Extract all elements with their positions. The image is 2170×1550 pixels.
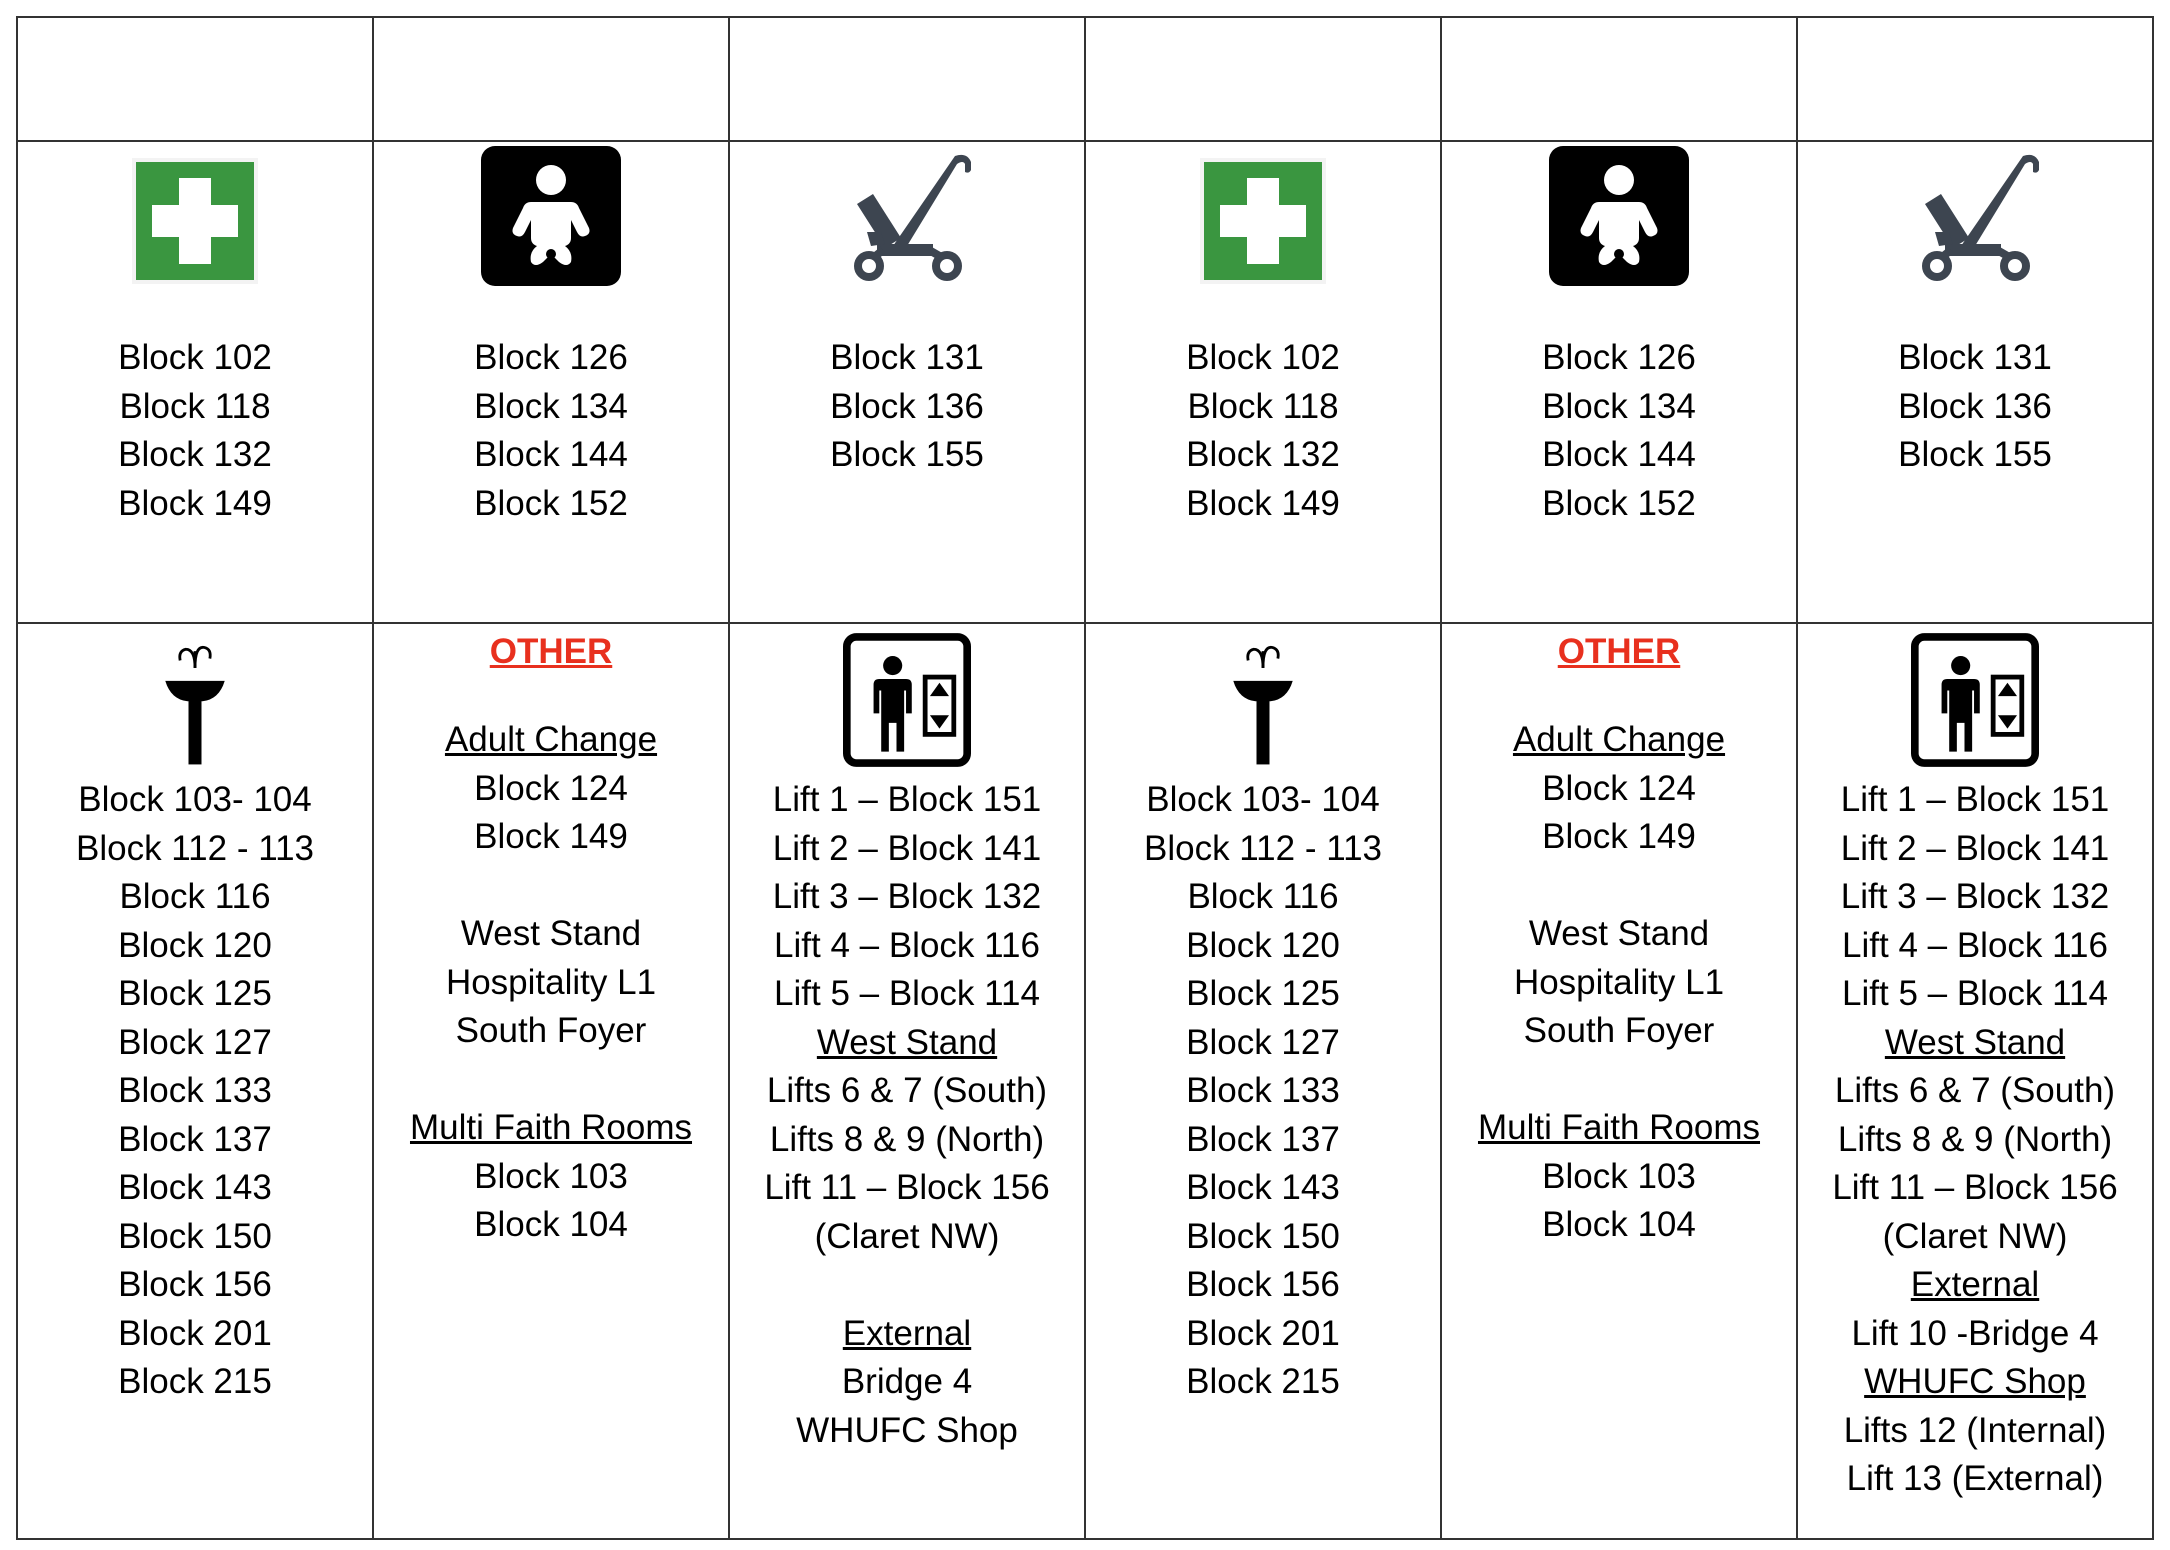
location-line: Block 215 — [118, 1362, 272, 1401]
location-line: Block 118 — [119, 386, 271, 426]
location-line: Block 156 — [1186, 1265, 1340, 1304]
header-cell — [1441, 17, 1797, 141]
location-line: Lift 1 – Block 151 — [1840, 780, 2110, 819]
pushchair-icon — [837, 146, 977, 286]
location-line: Lift 5 – Block 114 — [774, 974, 1040, 1013]
location-line: Lift 11 – Block 156 — [1832, 1168, 2118, 1207]
facilities-table — [16, 16, 2154, 1540]
services-row — [17, 623, 2153, 1539]
location-line: Lifts 12 (Internal) — [1843, 1410, 2107, 1450]
location-line: Block 132 — [1186, 435, 1340, 474]
water-fountain-cell — [17, 623, 373, 1539]
location-line: Block 156 — [118, 1265, 272, 1304]
location-line: West Stand — [460, 914, 642, 953]
location-line: Block 104 — [1542, 1205, 1696, 1244]
location-line: Block 150 — [1186, 1216, 1340, 1256]
lift-cell — [729, 623, 1085, 1539]
location-line: Block 155 — [1898, 435, 2052, 474]
location-line: Block 149 — [1186, 483, 1340, 523]
other-heading: OTHER — [489, 632, 613, 671]
location-line: Multi Faith Rooms — [1477, 1108, 1761, 1147]
location-line: Lift 3 – Block 132 — [1840, 877, 2110, 916]
location-line: External — [1910, 1265, 2040, 1304]
location-line: Adult Change — [1512, 720, 1726, 759]
location-line: Block 126 — [1542, 338, 1696, 377]
location-line: Block 137 — [1186, 1119, 1340, 1159]
location-line: Block 125 — [118, 974, 272, 1013]
location-line: Block 201 — [1186, 1313, 1340, 1353]
location-line: Lift 4 – Block 116 — [1842, 925, 2108, 965]
location-line — [764, 1261, 1049, 1310]
pushchair-cell — [729, 141, 1085, 623]
header-cell — [373, 17, 729, 141]
other-cell — [1441, 623, 1797, 1539]
location-line: Block 132 — [118, 435, 272, 474]
location-line: Adult Change — [444, 720, 658, 759]
location-line: West Stand — [1884, 1022, 2066, 1062]
location-line: Block 124 — [1542, 768, 1696, 808]
location-line: Block 125 — [1186, 974, 1340, 1013]
location-line: Block 149 — [118, 483, 272, 523]
facilities-row — [17, 141, 2153, 623]
baby-change-icon — [1549, 146, 1689, 286]
location-line: Block 143 — [118, 1168, 272, 1207]
location-line: Lift 13 (External) — [1846, 1459, 2104, 1498]
header-row — [17, 17, 2153, 141]
pushchair-cell — [1797, 141, 2153, 623]
water-fountain-icon — [1223, 640, 1303, 770]
lift-cell — [1797, 623, 2153, 1539]
location-line: Block 103 — [474, 1156, 628, 1196]
baby-change-icon — [481, 146, 621, 286]
first-aid-cell — [17, 141, 373, 623]
location-line: Hospitality L1 — [445, 962, 657, 1002]
location-line: Block 120 — [1186, 925, 1340, 965]
location-line: Block 150 — [118, 1216, 272, 1256]
header-cell — [1085, 17, 1441, 141]
location-line: Block 131 — [830, 338, 984, 377]
location-line: Block 143 — [1186, 1168, 1340, 1207]
location-line: West Stand — [816, 1022, 998, 1062]
location-line: Block 201 — [118, 1313, 272, 1353]
location-line: Block 133 — [118, 1071, 272, 1110]
location-line: Block 136 — [830, 386, 984, 426]
first-aid-cell — [1085, 141, 1441, 623]
first-aid-icon — [1198, 156, 1328, 286]
header-cell — [729, 17, 1085, 141]
water-fountain-icon — [155, 640, 235, 770]
location-line: Block 120 — [118, 925, 272, 965]
location-line: Block 118 — [1187, 386, 1339, 426]
location-line: Lifts 8 & 9 (North) — [1837, 1119, 2113, 1159]
location-line: Block 137 — [118, 1119, 272, 1159]
location-line: Block 103 — [1542, 1156, 1696, 1196]
other-heading: OTHER — [1557, 632, 1681, 671]
lift-icon — [1911, 630, 2039, 770]
location-line: Block 112 - 113 — [1143, 828, 1382, 868]
location-line: (Claret NW) — [814, 1216, 1000, 1256]
location-line: Lifts 6 & 7 (South) — [766, 1071, 1048, 1110]
location-line: South Foyer — [455, 1011, 647, 1050]
location-line: Block 127 — [1186, 1022, 1340, 1062]
location-line: Lift 1 – Block 151 — [772, 780, 1042, 819]
header-cell — [1797, 17, 2153, 141]
location-line: Block 103- 104 — [78, 780, 312, 819]
location-line: Block 134 — [1542, 386, 1696, 426]
pushchair-icon — [1905, 146, 2045, 286]
location-line: Block 144 — [1542, 435, 1696, 474]
location-line: Lifts 8 & 9 (North) — [769, 1119, 1045, 1159]
location-line: Lifts 6 & 7 (South) — [1834, 1071, 2116, 1110]
location-line: Bridge 4 — [841, 1362, 973, 1401]
location-line: Lift 10 -Bridge 4 — [1851, 1313, 2099, 1353]
location-line: Block 149 — [1542, 817, 1696, 856]
location-line: Block 116 — [119, 877, 271, 916]
location-line: Block 131 — [1898, 338, 2052, 377]
location-line: Block 116 — [1187, 877, 1339, 916]
location-line: Block 134 — [474, 386, 628, 426]
lift-icon — [843, 630, 971, 770]
location-line: Block 103- 104 — [1146, 780, 1380, 819]
location-line: Lift 5 – Block 114 — [1842, 974, 2108, 1013]
header-cell — [17, 17, 373, 141]
location-line: Block 152 — [474, 483, 628, 523]
location-line: Block 133 — [1186, 1071, 1340, 1110]
location-line: Block 102 — [1186, 338, 1340, 377]
location-line: Block 112 - 113 — [75, 828, 314, 868]
location-line: Block 136 — [1898, 386, 2052, 426]
location-line: Block 155 — [830, 435, 984, 474]
location-line: Lift 2 – Block 141 — [772, 828, 1042, 868]
location-line: Block 102 — [118, 338, 272, 377]
location-line: WHUFC Shop — [1864, 1362, 2086, 1401]
location-line: External — [842, 1313, 972, 1353]
location-line — [1478, 862, 1760, 911]
location-line — [410, 862, 692, 911]
location-line: Lift 3 – Block 132 — [772, 877, 1042, 916]
location-line: Block 152 — [1542, 483, 1696, 523]
baby-change-cell — [1441, 141, 1797, 623]
location-line — [410, 1056, 692, 1105]
location-line: Lift 2 – Block 141 — [1840, 828, 2110, 868]
location-line: Block 144 — [474, 435, 628, 474]
location-line: South Foyer — [1523, 1011, 1715, 1050]
first-aid-icon — [130, 156, 260, 286]
location-line: Block 149 — [474, 817, 628, 856]
location-line: Lift 11 – Block 156 — [764, 1168, 1050, 1207]
location-line — [1478, 1056, 1760, 1105]
location-line: Block 126 — [474, 338, 628, 377]
location-line: Block 104 — [474, 1205, 628, 1244]
location-line: Lift 4 – Block 116 — [774, 925, 1040, 965]
location-line: Multi Faith Rooms — [409, 1108, 693, 1147]
water-fountain-cell — [1085, 623, 1441, 1539]
location-line: (Claret NW) — [1882, 1216, 2068, 1256]
location-line: Block 215 — [1186, 1362, 1340, 1401]
location-line: Block 124 — [474, 768, 628, 808]
location-line: West Stand — [1528, 914, 1710, 953]
baby-change-cell — [373, 141, 729, 623]
location-line: WHUFC Shop — [796, 1410, 1018, 1450]
location-line: Block 127 — [118, 1022, 272, 1062]
location-line: Hospitality L1 — [1513, 962, 1725, 1002]
other-cell — [373, 623, 729, 1539]
